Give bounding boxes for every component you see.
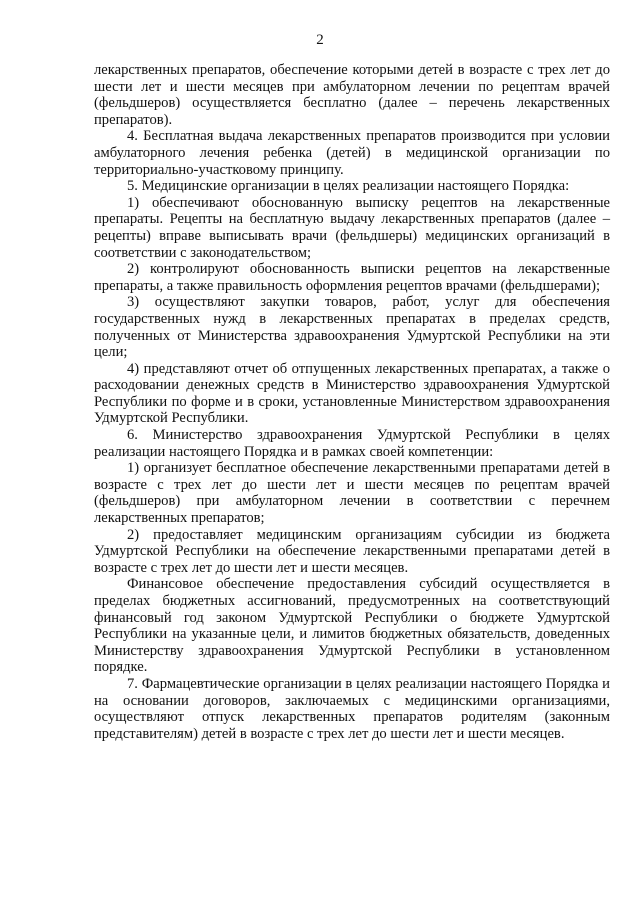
- paragraph-item-5-3: 3) осуществляют закупки товаров, работ, услуг для обеспечения государственных нужд в лекарственных препаратах в пределах средств, полученных от Министерства здравоохранения Удмуртской Республики на эти цели;: [94, 294, 610, 361]
- paragraph-item-7: 7. Фармацевтические организации в целях реализации настоящего Порядка и на основании договоров, заключаемых с медицинскими организациями, осуществляют отпуск лекарственных препаратов родителям (законным представителям) детей в возрасте с трех лет до шести лет и шести месяцев.: [94, 675, 610, 742]
- paragraph-item-5: 5. Медицинские организации в целях реализации настоящего Порядка:: [127, 178, 570, 195]
- paragraph-continuation: лекарственных препаратов, обеспечение которыми детей в возрасте с трех лет до шести лет и шести месяцев при амбулаторном лечении по рецептам врачей (фельдшеров) осуществляется бесплатно (далее – перечень лекарственных препаратов).: [94, 62, 610, 128]
- document-body: [94, 62, 610, 742]
- paragraph-item-6: 6. Министерство здравоохранения Удмуртской Республики в целях реализации настоящего Порядка и в рамках своей компетенции:: [94, 427, 610, 460]
- paragraph-item-5-4: 4) представляют отчет об отпущенных лекарственных препаратах, а также о расходовании денежных средств в Министерство здравоохранения Удмуртской Республики по форме и в сроки, установленные Министерством здравоохранения Удмуртской Республики.: [94, 360, 610, 427]
- paragraph-financing: Финансовое обеспечение предоставления субсидий осуществляется в пределах бюджетных ассигнований, предусмотренных на соответствующий финансовый год законом Удмуртской Республики о бюджете Удмуртской Республики на указанные цели, и лимитов бюджетных обязательств, доведенных Министерству здравоохранения Удмуртской Республики в установленном порядке.: [94, 576, 610, 676]
- paragraph-item-6-2: 2) предоставляет медицинским организациям субсидии из бюджета Удмуртской Республики на обеспечение лекарственными препаратами детей в возрасте с трех лет до шести лет и шести месяцев.: [94, 526, 610, 576]
- paragraph-item-5-1: 1) обеспечивают обоснованную выписку рецептов на лекарственные препараты. Рецепты на бесплатную выдачу лекарственных препаратов (далее – рецепты) вправе выписывать врачи (фельдшеры) медицинских организаций в соответствии с законодательством;: [94, 194, 610, 261]
- page-number: 2: [316, 32, 324, 48]
- paragraph-item-6-1: 1) организует бесплатное обеспечение лекарственными препаратами детей в возрасте с трех лет до шести лет и шести месяцев по рецептам врачей (фельдшеров) при амбулаторном лечении в соответствии с перечнем лекарственных препаратов;: [94, 460, 610, 527]
- paragraph-item-4: 4. Бесплатная выдача лекарственных препаратов производится при условии амбулаторного лечения ребенка (детей) в медицинской организации по территориально-участковому принципу.: [94, 128, 610, 178]
- paragraph-item-5-2: 2) контролируют обоснованность выписки рецептов на лекарственные препараты, а также правильность оформления рецептов врачами (фельдшерами);: [94, 261, 610, 294]
